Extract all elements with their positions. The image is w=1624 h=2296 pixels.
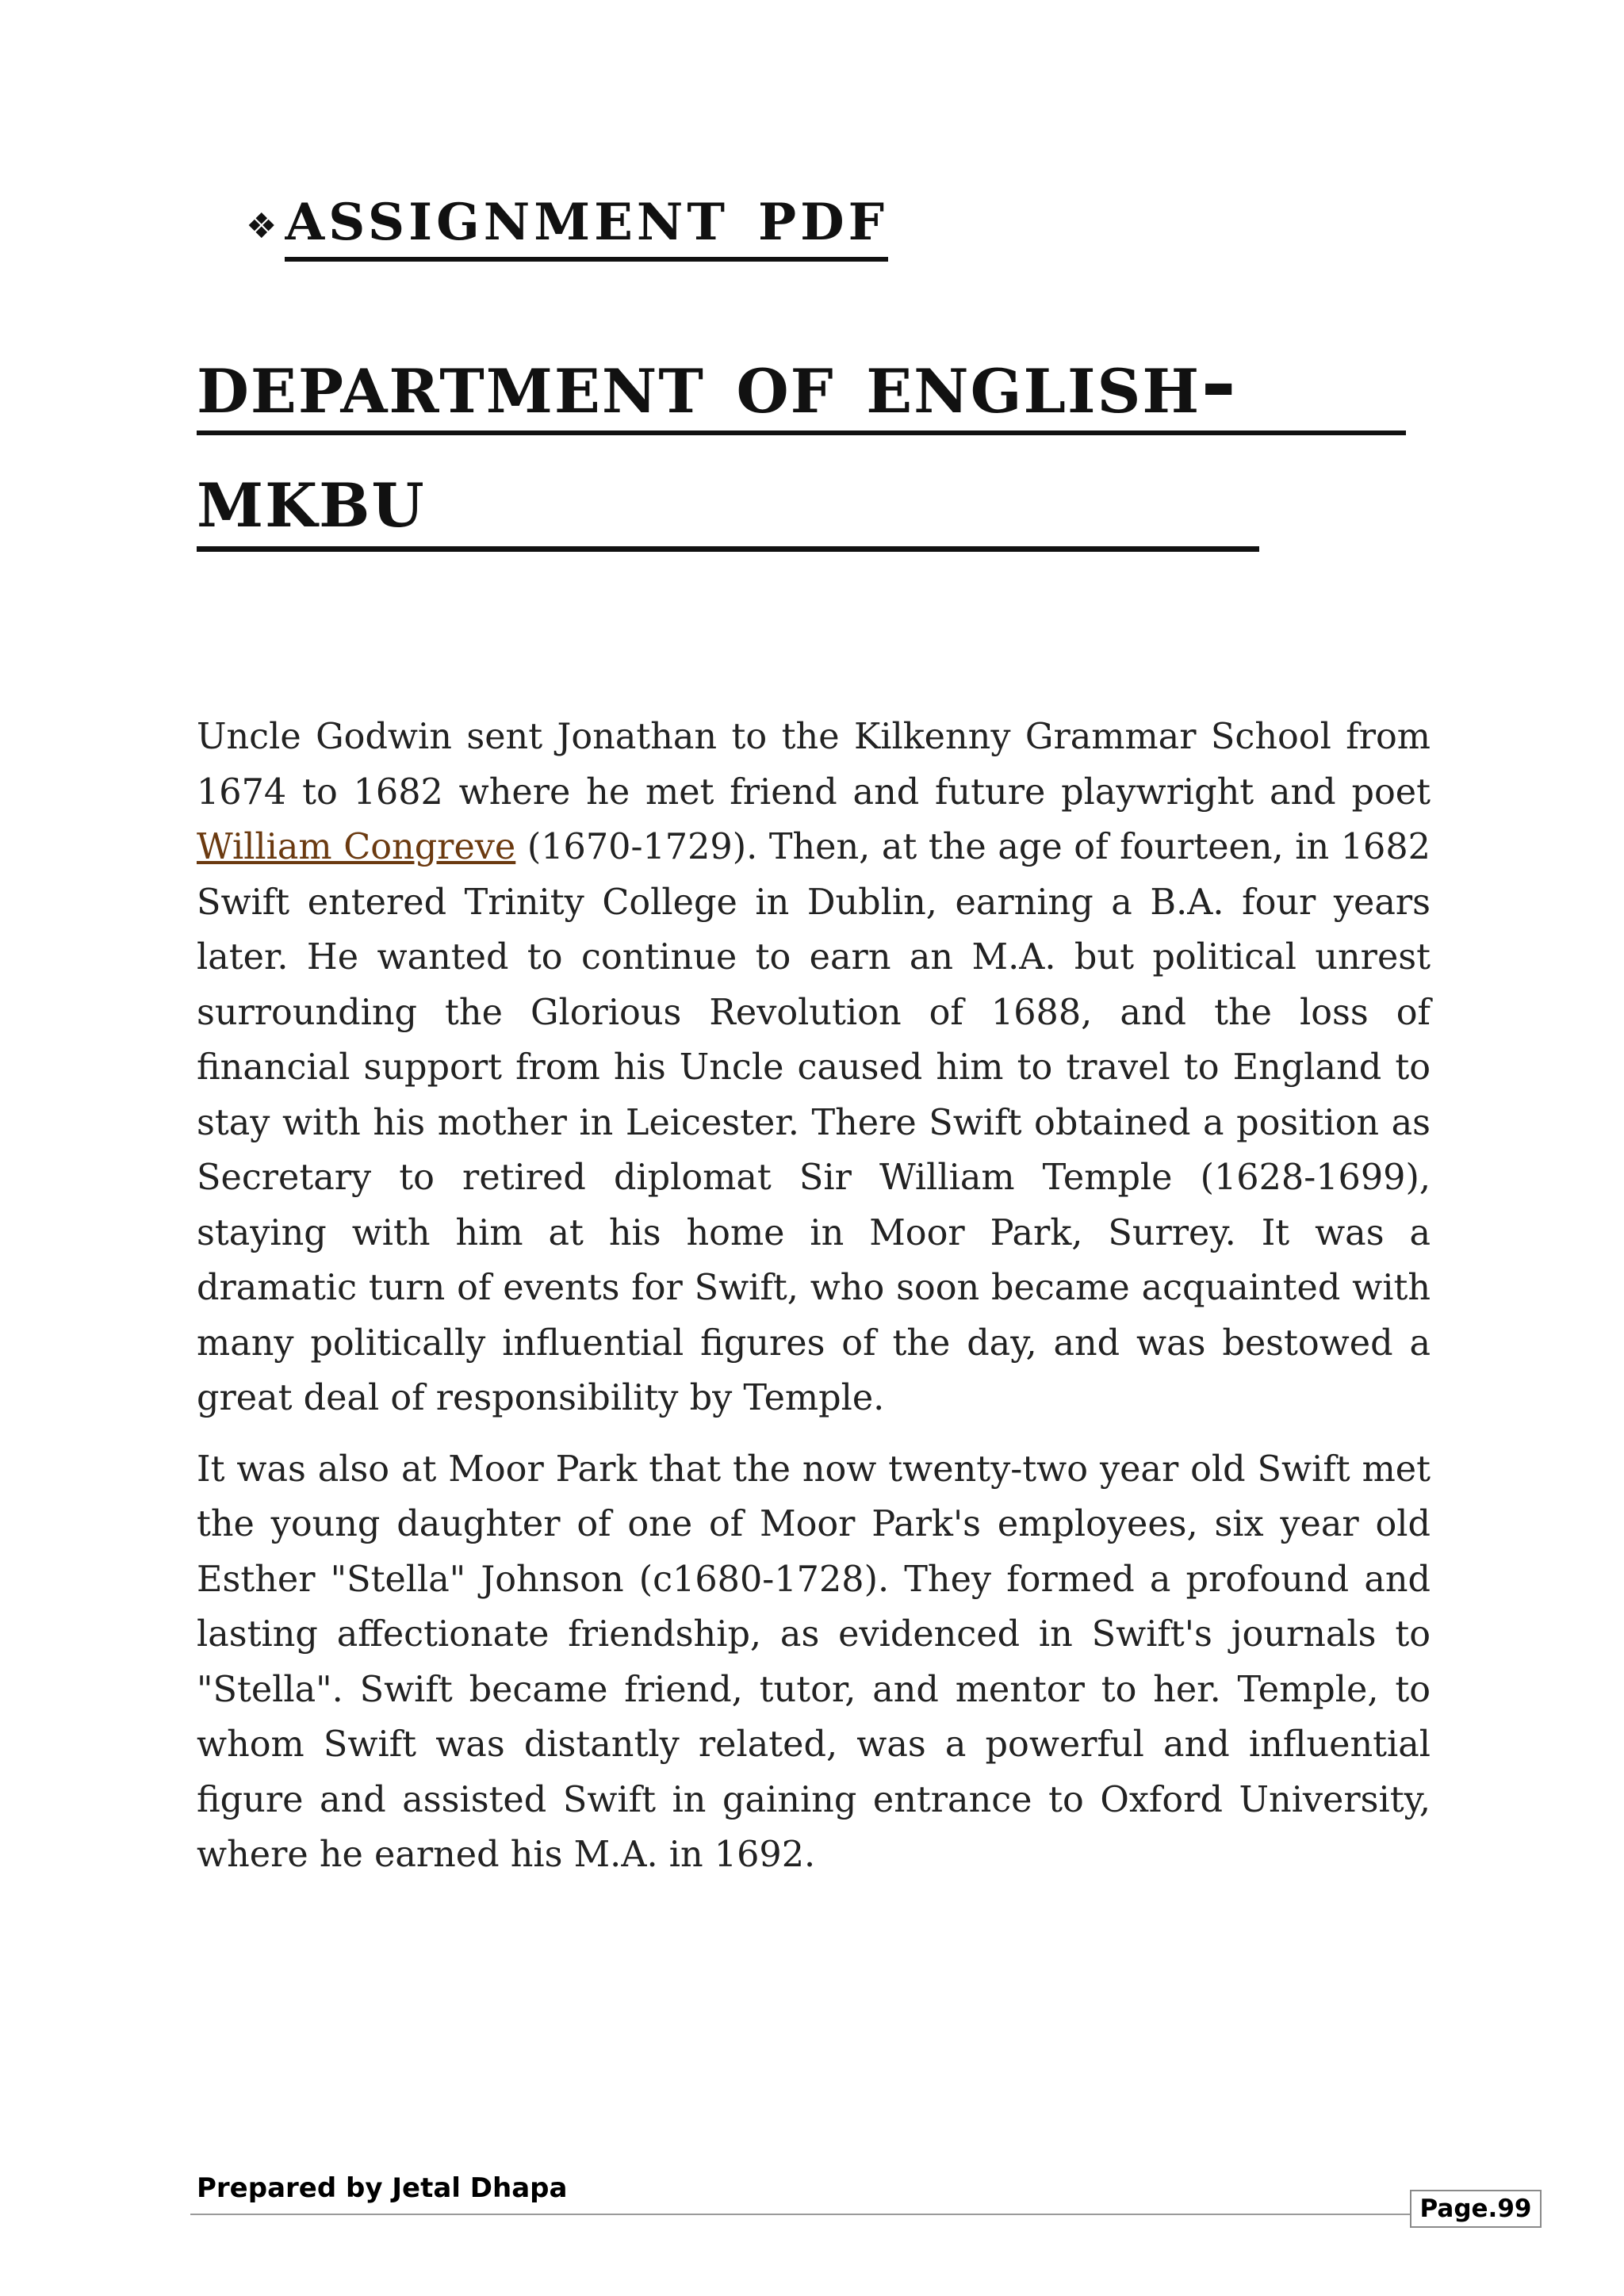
prepared-by-credit: Prepared by Jetal Dhapa: [197, 2172, 568, 2204]
footer-divider: [190, 2214, 1538, 2215]
article-body: [197, 710, 1431, 1899]
page-number-box: Page.99: [1410, 2190, 1542, 2228]
paragraph-1: [197, 710, 1431, 1426]
department-heading-line2: mkbu: [197, 435, 1259, 552]
assignment-title: assignment pdf: [285, 178, 888, 262]
paragraph-1-text-b: (1670-1729). Then, at the age of fourteen, in 1682 Swift entered Trinity College in Dublin, earning a B.A. four years later. He wanted to continue to earn an M.A. but political unrest surrounding the Glorious Revolution of 1688, and the loss of financial support from his Uncle caused him to travel to England to stay with his mother in Leicester. There Swift obtained a position as Secretary to retired diplomat Sir William Temple (1628-1699), staying with him at his home in Moor Park, Surrey. It was a dramatic turn of events for Swift, who soon became acquainted with many politically influential figures of the day, and was bestowed a great deal of responsibility by Temple.: [197, 827, 1431, 1418]
department-heading: [197, 321, 1410, 552]
diamond-bullet-icon: ❖: [246, 206, 278, 247]
assignment-header: [246, 159, 888, 262]
william-congreve-link[interactable]: William Congreve: [197, 827, 516, 867]
paragraph-2: It was also at Moor Park that the now twenty-two year old Swift met the young daughter of one of Moor Park's employees, six year old Esther "Stella" Johnson (c1680-1728). They formed a profound and lasting affectionate friendship, as evidenced in Swift's journals to "Stella". Swift became friend, tutor, and mentor to her. Temple, to whom Swift was distantly related, was a powerful and influential figure and assisted Swift in gaining entrance to Oxford University, where he earned his M.A. in 1692.: [197, 1448, 1431, 1875]
department-heading-line1: department of english-: [197, 321, 1406, 435]
paragraph-1-text-a: Uncle Godwin sent Jonathan to the Kilkenny Grammar School from 1674 to 1682 where he met friend and future playwright and poet: [197, 717, 1431, 813]
